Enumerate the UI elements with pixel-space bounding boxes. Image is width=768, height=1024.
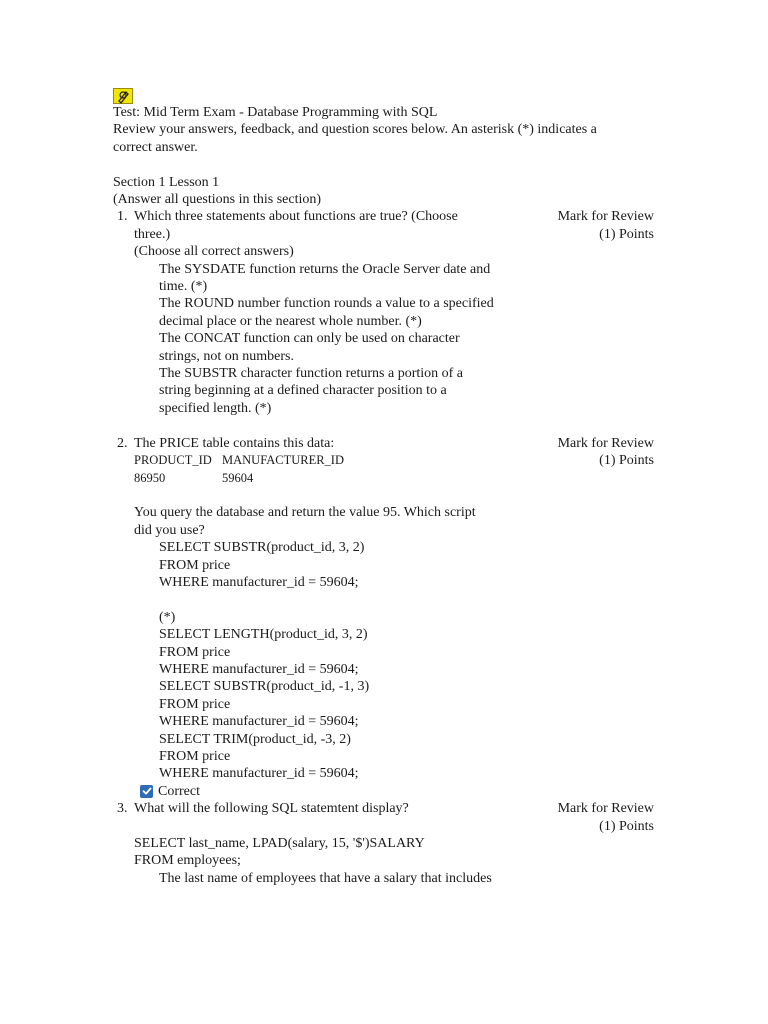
checkmark-icon xyxy=(140,785,153,798)
table-header: MANUFACTURER_ID xyxy=(222,453,344,468)
question-number: 2. xyxy=(117,435,128,451)
exam-logo-icon xyxy=(113,88,133,104)
answer-option: The SUBSTR character function returns a portion of a xyxy=(159,366,464,382)
answer-options xyxy=(159,261,524,418)
code-line: FROM employees; xyxy=(134,853,241,869)
question-1 xyxy=(113,208,673,417)
answer-option: The last name of employees that have a salary that includes xyxy=(159,870,492,886)
section-note: (Answer all questions in this section) xyxy=(113,192,322,208)
answer-option: time. (*) xyxy=(159,279,208,295)
answer-option: SELECT LENGTH(product_id, 3, 2) xyxy=(159,627,368,643)
table-header: PRODUCT_ID xyxy=(134,453,212,468)
exam-review-page xyxy=(113,88,673,887)
question-number: 3. xyxy=(117,801,128,817)
table-cell: 86950 xyxy=(134,470,166,485)
question-3 xyxy=(113,800,673,887)
answer-option: The CONCAT function can only be used on character xyxy=(159,331,460,347)
answer-option: specified length. (*) xyxy=(159,400,272,416)
answer-option: SELECT SUBSTR(product_id, -1, 3) xyxy=(159,679,370,695)
points-label: (1) Points xyxy=(599,226,654,242)
answer-option: FROM price xyxy=(159,748,231,764)
answer-option: (*) xyxy=(159,609,176,625)
question-text: Which three statements about functions are true? (Choose xyxy=(134,209,458,225)
answer-option: WHERE manufacturer_id = 59604; xyxy=(159,766,359,782)
result-text: Correct xyxy=(158,783,200,799)
answer-option: WHERE manufacturer_id = 59604; xyxy=(159,714,359,730)
answer-option: decimal place or the nearest whole number. (*) xyxy=(159,313,422,329)
answer-option: The ROUND number function rounds a value to a specified xyxy=(159,296,494,312)
mark-for-review-link[interactable]: Mark for Review xyxy=(557,435,654,451)
question-number: 1. xyxy=(117,209,128,225)
answer-option: SELECT TRIM(product_id, -3, 2) xyxy=(159,731,351,747)
question-2 xyxy=(113,435,673,801)
intro-text-line1: Review your answers, feedback, and question scores below. An asterisk (*) indicates a xyxy=(113,122,597,138)
answer-option: FROM price xyxy=(159,696,231,712)
answer-option-spacer xyxy=(159,591,524,608)
answer-option: FROM price xyxy=(159,644,231,660)
test-title: Test: Mid Term Exam - Database Programming with SQL xyxy=(113,105,438,120)
answer-option: WHERE manufacturer_id = 59604; xyxy=(159,574,359,590)
question-instruction: (Choose all correct answers) xyxy=(134,244,294,260)
code-line: SELECT last_name, LPAD(salary, 15, '$')SALARY xyxy=(134,835,425,851)
answer-option: strings, not on numbers. xyxy=(159,348,294,364)
question-text: The PRICE table contains this data: xyxy=(134,435,335,451)
section-title: Section 1 Lesson 1 xyxy=(113,174,220,190)
question-3-mark xyxy=(548,800,654,835)
question-text: You query the database and return the value 95. Which script xyxy=(134,505,476,521)
points-label: (1) Points xyxy=(599,453,654,469)
mark-for-review-link[interactable]: Mark for Review xyxy=(557,209,654,225)
answer-option: FROM price xyxy=(159,557,231,573)
answer-options xyxy=(159,539,524,783)
intro-text-line2: correct answer. xyxy=(113,139,198,155)
result-indicator xyxy=(140,783,673,800)
question-text: What will the following SQL statemtent display? xyxy=(134,801,409,817)
table-cell: 59604 xyxy=(222,470,254,485)
answer-options xyxy=(159,870,524,887)
question-text: did you use? xyxy=(134,522,205,538)
question-1-mark xyxy=(548,208,654,243)
mark-for-review-link[interactable]: Mark for Review xyxy=(557,801,654,817)
answer-option: WHERE manufacturer_id = 59604; xyxy=(159,661,359,677)
question-text: three.) xyxy=(134,226,171,242)
question-2-mark xyxy=(548,435,654,470)
answer-option: SELECT SUBSTR(product_id, 3, 2) xyxy=(159,540,365,556)
points-label: (1) Points xyxy=(599,818,654,834)
answer-option: The SYSDATE function returns the Oracle Server date and xyxy=(159,261,491,277)
answer-option: string beginning at a defined character position to a xyxy=(159,383,447,399)
